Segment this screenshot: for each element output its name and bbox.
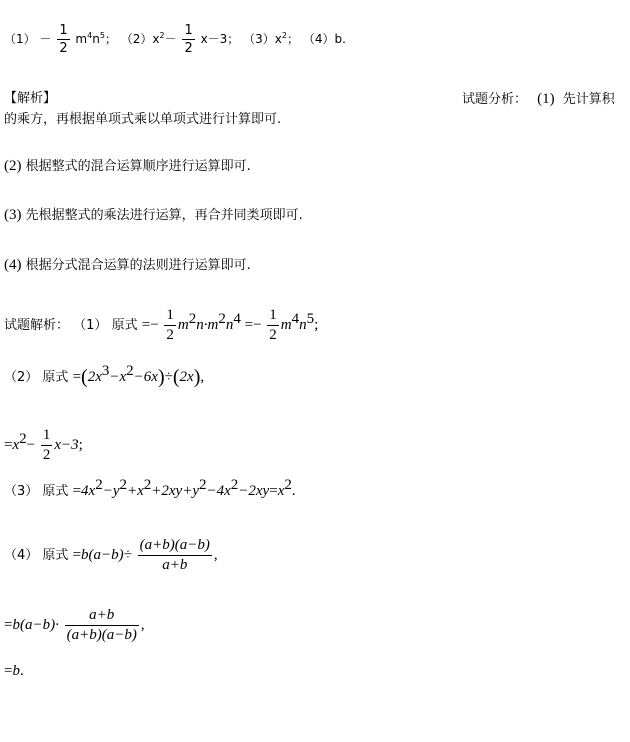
analysis-heading-row bbox=[4, 90, 626, 108]
answer-2-exp: 2 bbox=[159, 31, 165, 40]
fraction-numerator: 1 bbox=[267, 308, 279, 326]
half-fraction bbox=[267, 308, 279, 343]
equals-sign: = bbox=[4, 436, 13, 453]
solution-4-line-3 bbox=[4, 662, 24, 681]
original-expression-label: 原式 bbox=[42, 370, 69, 385]
minus-sign: − bbox=[150, 316, 159, 333]
exponent: 3 bbox=[101, 363, 110, 379]
term-x: x bbox=[12, 436, 20, 453]
half-fraction bbox=[41, 428, 53, 463]
step-1-continuation bbox=[4, 111, 281, 129]
solution-4-line-2-math bbox=[4, 607, 145, 643]
term: +2xy+y bbox=[151, 483, 199, 499]
divide-sign: ÷ bbox=[164, 369, 173, 385]
term: −y bbox=[102, 483, 120, 499]
fraction-denominator: a+b bbox=[162, 557, 188, 573]
term: +x bbox=[127, 483, 144, 499]
term-b: b bbox=[12, 663, 20, 679]
step-2 bbox=[4, 157, 251, 176]
answer-3-exp: 2 bbox=[281, 31, 287, 40]
fraction-numerator: 1 bbox=[41, 428, 53, 446]
exponent: 5 bbox=[306, 310, 315, 327]
exponent: 2 bbox=[284, 477, 292, 493]
step-1-label: (1) bbox=[537, 91, 555, 107]
solution-4-line-2-fraction bbox=[65, 608, 139, 643]
step-3-text: 先根据整式的乘法进行运算，再合并同类项即可. bbox=[25, 208, 303, 223]
solution-4-math bbox=[72, 537, 218, 573]
exponent: 2 bbox=[199, 477, 207, 493]
fraction-numerator: a+b bbox=[65, 608, 139, 626]
step-1-text-a: 先计算积 bbox=[562, 92, 615, 107]
solution-3-math bbox=[72, 477, 296, 499]
answer-2-tail: x－3； bbox=[200, 32, 240, 46]
answer-4-label: （4） bbox=[302, 32, 335, 46]
answer-1-sep: ； bbox=[104, 32, 117, 46]
answer-2-x: x bbox=[152, 32, 160, 46]
solution-2-label: （2） bbox=[4, 370, 39, 385]
solution-4-line-1 bbox=[4, 538, 218, 573]
answer-1-m: m bbox=[75, 32, 88, 46]
solution-4-label: （4） bbox=[4, 547, 39, 563]
left-paren: ( bbox=[81, 366, 88, 388]
fraction-denominator: 2 bbox=[42, 447, 51, 463]
term-m: m bbox=[177, 316, 189, 333]
step-4-label: (4) bbox=[4, 257, 22, 273]
left-paren: ( bbox=[172, 366, 180, 388]
term: b(a−b)· bbox=[12, 616, 59, 633]
answer-3-label: （3） bbox=[243, 32, 275, 46]
solution-heading: 试题解析： bbox=[4, 317, 70, 333]
equals-sign: = bbox=[4, 663, 13, 679]
answer-1-fraction bbox=[57, 24, 69, 55]
comma: , bbox=[213, 546, 218, 563]
solution-1-math bbox=[141, 307, 319, 343]
solution-4-line-3-math bbox=[4, 663, 24, 679]
solution-2-line-2 bbox=[4, 428, 83, 463]
term: −4x bbox=[206, 483, 231, 499]
answer-4-end: . bbox=[342, 32, 346, 46]
original-expression-label: 原式 bbox=[42, 484, 69, 499]
term: −x bbox=[109, 369, 127, 385]
exponent: 2 bbox=[95, 477, 103, 493]
original-expression-label: 原式 bbox=[42, 547, 69, 563]
answer-2-fraction bbox=[182, 24, 194, 55]
exponent: 2 bbox=[230, 477, 239, 493]
fraction-denominator: 2 bbox=[59, 41, 68, 56]
equals-sign: = bbox=[244, 316, 254, 333]
answer-line bbox=[4, 24, 346, 55]
solution-3 bbox=[4, 477, 296, 501]
answer-1-sign: － bbox=[39, 32, 52, 46]
term-n: n bbox=[225, 316, 234, 333]
semicolon: ; bbox=[78, 436, 83, 453]
step-2-text: 根据整式的混合运算顺序进行运算即可. bbox=[25, 159, 251, 174]
answer-4-value: b bbox=[334, 32, 343, 46]
exponent: 2 bbox=[188, 310, 197, 327]
equals-sign: = bbox=[72, 369, 82, 385]
equals-sign: = bbox=[141, 316, 151, 333]
fraction-numerator: 1 bbox=[184, 23, 193, 38]
fraction-numerator: 1 bbox=[59, 23, 68, 38]
comma: , bbox=[200, 369, 205, 385]
solution-4-line-2 bbox=[4, 608, 145, 643]
step-4 bbox=[4, 256, 251, 275]
exponent: 2 bbox=[126, 363, 134, 379]
exponent: 2 bbox=[19, 430, 27, 447]
analysis-heading: 【解析】 bbox=[4, 91, 57, 106]
fraction-numerator: (a+b)(a−b) bbox=[138, 538, 212, 556]
analysis-subheading-group bbox=[462, 90, 615, 109]
term: −2xy bbox=[238, 483, 270, 499]
solution-2-line-2-math bbox=[4, 427, 83, 463]
term: x−3 bbox=[54, 436, 79, 453]
term-m: m bbox=[280, 316, 292, 333]
term: −6x bbox=[133, 369, 158, 385]
term-x: x bbox=[277, 483, 285, 499]
step-4-text: 根据分式混合运算的法则进行运算即可. bbox=[25, 258, 251, 273]
semicolon: ; bbox=[314, 316, 319, 333]
equals-sign: = bbox=[72, 483, 82, 499]
fraction-denominator: 2 bbox=[269, 327, 277, 343]
analysis-subheading: 试题分析： bbox=[462, 92, 528, 107]
term: b(a−b)÷ bbox=[81, 546, 132, 563]
answer-1-exp-m: 4 bbox=[87, 31, 93, 40]
period: . bbox=[19, 663, 24, 679]
step-3-label: (3) bbox=[4, 207, 22, 223]
term: 2x bbox=[179, 369, 194, 385]
answer-1-exp-n: 5 bbox=[99, 31, 105, 40]
comma: , bbox=[140, 616, 145, 633]
answer-3-x: x bbox=[274, 32, 282, 46]
step-3 bbox=[4, 206, 303, 225]
step-2-label: (2) bbox=[4, 158, 22, 174]
exponent: 2 bbox=[119, 477, 127, 493]
fraction-denominator: 2 bbox=[184, 41, 193, 56]
right-paren: ) bbox=[193, 366, 201, 388]
answer-2-minus: － bbox=[164, 32, 177, 46]
minus-sign: − bbox=[253, 316, 262, 333]
answer-1-n: n bbox=[92, 32, 100, 46]
answer-2-label: （2） bbox=[120, 32, 153, 46]
solution-1 bbox=[4, 308, 318, 343]
equals-sign: = bbox=[72, 546, 82, 563]
equals-sign: = bbox=[269, 483, 278, 499]
exponent: 4 bbox=[291, 310, 300, 327]
period: . bbox=[291, 483, 296, 499]
solution-2-line-1 bbox=[4, 363, 205, 388]
half-fraction bbox=[164, 308, 176, 343]
exponent: 2 bbox=[143, 477, 152, 493]
term-n-m: n·m bbox=[196, 316, 219, 333]
equals-sign: = bbox=[4, 616, 13, 633]
term-n: n bbox=[299, 316, 307, 333]
term: 4x bbox=[81, 483, 96, 499]
exponent: 4 bbox=[233, 310, 241, 327]
fraction-denominator: (a+b)(a−b) bbox=[66, 627, 137, 643]
term: 2x bbox=[87, 369, 102, 385]
fraction-numerator: 1 bbox=[164, 308, 176, 326]
exponent: 2 bbox=[218, 310, 226, 327]
answer-3-sep: ； bbox=[286, 32, 299, 46]
original-expression-label: 原式 bbox=[111, 317, 138, 333]
step-1-text-b: 的乘方，再根据单项式乘以单项式进行计算即可. bbox=[4, 112, 282, 127]
solution-3-label: （3） bbox=[4, 484, 39, 499]
answer-1-label: （1） bbox=[4, 32, 36, 46]
solution-1-label: （1） bbox=[73, 317, 108, 333]
fraction-denominator: 2 bbox=[166, 327, 174, 343]
solution-2-math bbox=[72, 363, 205, 388]
minus-sign: − bbox=[26, 436, 36, 453]
solution-4-fraction bbox=[138, 538, 212, 573]
right-paren: ) bbox=[157, 366, 165, 388]
